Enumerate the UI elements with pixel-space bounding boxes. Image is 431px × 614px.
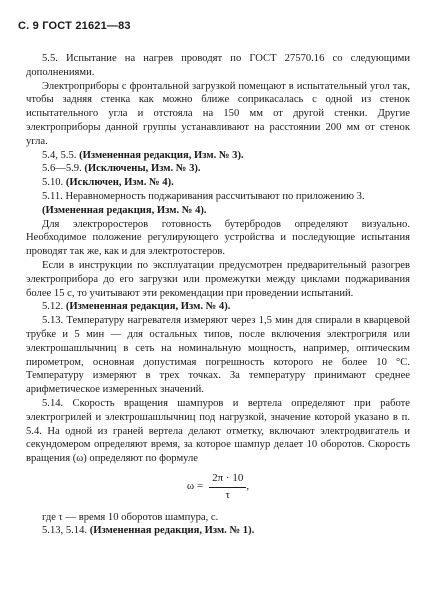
document-body [26, 52, 410, 538]
amendment-note: (Исключены, Изм. № 3). [84, 163, 201, 175]
amendment-number: 5.13, 5.14. [42, 525, 88, 537]
paragraph-preheat: Если в инструкции по эксплуатации предусмотрен предварительный разогрев электроприбора до его загрузки или промежутки между циклами поджаривания более 15 с, то учитывают эти рекомендации при проведении испытаний. [26, 259, 410, 299]
formula-fraction [209, 472, 246, 503]
amendment-5-4-5-5 [26, 149, 410, 163]
amendment-number: 5.12. [42, 301, 64, 313]
formula-numerator: 2π · 10 [209, 472, 246, 488]
amendment-5-12 [26, 300, 410, 314]
page-header: С. 9 ГОСТ 21621—83 [18, 20, 131, 32]
amendment-5-6-5-9 [26, 162, 410, 176]
amendment-note: (Исключен, Изм. № 4). [65, 177, 174, 189]
amendment-note-5-11: (Измененная редакция, Изм. № 4). [42, 204, 207, 216]
amendment-5-13-5-14 [26, 524, 410, 538]
paragraph-front-loading: Электроприборы с фронтальной загрузкой помещают в испытательный угол так, чтобы задняя стенка как можно ближе соприкасалась с одной из стенок испытательного угла и отстояла на 150 мм от другой стенки. Другие электроприборы данной группы устанавливают на расстоянии 200 мм от стенок угла. [26, 80, 410, 147]
paragraph-5-11: 5.11. Неравномерность поджаривания рассчитывают по приложению 3. [42, 190, 365, 202]
amendment-number: 5.10. [42, 177, 64, 189]
formula-where-line: где τ — время 10 оборотов шампура, с. [42, 511, 219, 523]
formula-denominator: τ [225, 488, 230, 501]
paragraph-5-5: 5.5. Испытание на нагрев проводят по ГОСТ 27570.16 со следующими дополнениями. [26, 53, 410, 78]
amendment-note: (Измененная редакция, Изм. № 3). [79, 149, 244, 161]
paragraph-5-13: 5.13. Температуру нагревателя измеряют через 1,5 мин для спирали в кварцевой трубке и 5 мин — для остальных типов, после включения электрогриля или электрошашлычниц в сеть на номинальную мощность, например, оптическим пирометром, основная допустимая погрешность которого не более 10 °С. Температуру измеряют в трех точках. За температуру принимают среднее арифметическое измеренных значений. [26, 315, 410, 396]
amendment-5-10 [26, 176, 410, 190]
paragraph-5-14: 5.14. Скорость вращения шампуров и вертела определяют при работе электрогрилей и электрошашлычниц под нагрузкой, значение которой указано в п. 5.4. На одной из граней вертела делают отметку, включают электродвигатель и секундомером определяют время, за которое шампур делает 10 оборотов. Скорость вращения (ω) определяют по формуле [26, 397, 410, 465]
amendment-note: (Измененная редакция, Изм. № 4). [65, 301, 231, 313]
amendment-number: 5.6—5.9. [42, 163, 82, 175]
formula-tail: , [246, 480, 250, 493]
amendment-note: (Измененная редакция, Изм. № 1). [89, 525, 255, 537]
paragraph-roasters: Для электроростеров готовность бутербродов определяют визуально. Необходимое положение регулирующего устройства и последующие испытания проводят так же, как и для электротостеров. [26, 218, 410, 258]
rotation-speed-formula [26, 472, 410, 503]
formula-lhs: ω = [186, 480, 204, 493]
amendment-number: 5.4, 5.5. [42, 149, 77, 161]
